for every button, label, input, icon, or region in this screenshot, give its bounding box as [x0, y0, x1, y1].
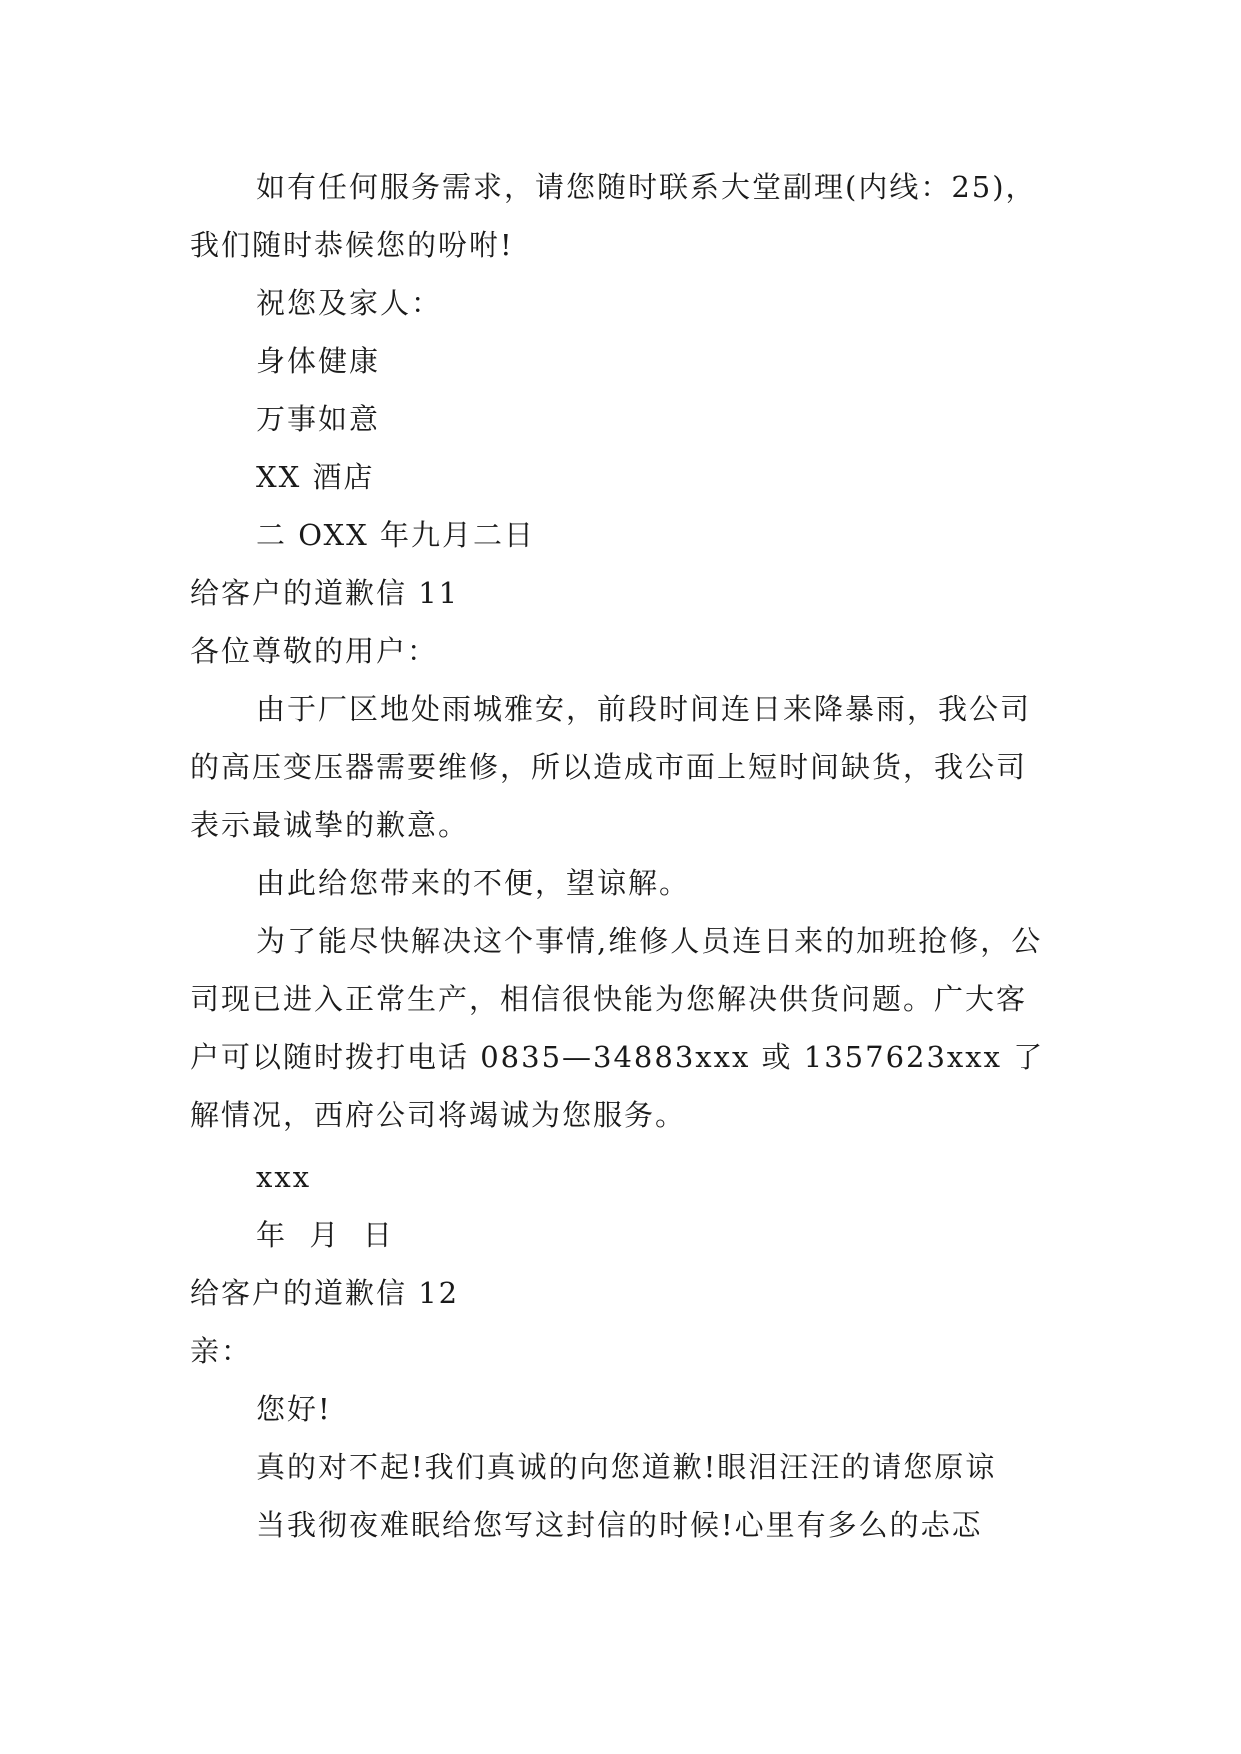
letter-12-paragraph-1: 真的对不起!我们真诚的向您道歉!眼泪汪汪的请您原谅 [256, 1450, 997, 1484]
hotel-letter-date: 二 OXX 年九月二日 [256, 518, 535, 552]
letter-11-paragraph-3: 为了能尽快解决这个事情,维修人员连日来的加班抢修，公司现已进入正常生产，相信很快能为您解决供货问题。广大客户可以随时拨打电话 0835—34883xxx 或 1357623xxx 了解情况，西府公司将竭诚为您服务。 [190, 924, 1045, 1132]
letter-11-salutation: 各位尊敬的用户： [190, 634, 439, 668]
wish-line-health: 身体健康 [256, 344, 381, 378]
letter-12-paragraph-2: 当我彻夜难眠给您写这封信的时候!心里有多么的忐忑 [256, 1508, 983, 1542]
wish-intro: 祝您及家人： [256, 286, 443, 320]
letter-11-heading: 给客户的道歉信 11 [190, 576, 460, 610]
wish-line-luck: 万事如意 [256, 402, 381, 436]
letter-11-paragraph-2: 由此给您带来的不便，望谅解。 [256, 866, 691, 900]
letter-11-date: 年 月 日 [256, 1218, 394, 1252]
letter-11-paragraph-1: 由于厂区地处雨城雅安，前段时间连日来降暴雨，我公司的高压变压器需要维修，所以造成市面上短时间缺货，我公司表示最诚挚的歉意。 [190, 692, 1032, 842]
letter-12-heading: 给客户的道歉信 12 [190, 1276, 460, 1310]
hotel-signature: XX 酒店 [256, 460, 375, 494]
service-note: 如有任何服务需求，请您随时联系大堂副理(内线：25)，我们随时恭候您的吩咐! [190, 170, 1037, 262]
letter-12-greeting: 您好! [256, 1392, 332, 1426]
letter-11-signature: xxx [256, 1160, 312, 1194]
document-body [190, 158, 1050, 1554]
letter-12-salutation: 亲： [190, 1334, 253, 1368]
